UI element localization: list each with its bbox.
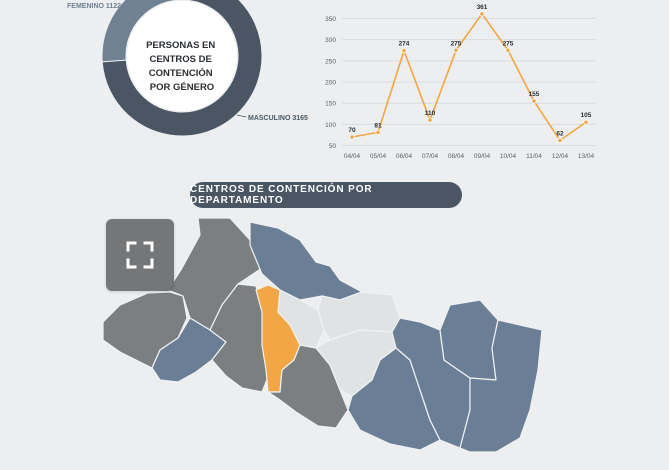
x-tick-label: 04/04	[343, 153, 361, 160]
data-label: 155	[528, 91, 540, 99]
data-point	[506, 48, 510, 52]
y-tick-label: 300	[325, 37, 336, 45]
data-labels	[348, 4, 591, 137]
x-tick-label: 06/04	[395, 153, 413, 160]
y-tick-label: 150	[325, 100, 336, 108]
data-point	[558, 138, 562, 142]
department-map	[0, 205, 669, 470]
x-tick-labels	[344, 153, 595, 160]
x-tick-label: 09/04	[473, 153, 491, 160]
data-point	[532, 99, 536, 103]
data-label: 81	[374, 122, 382, 130]
x-tick-label: 11/04	[526, 153, 542, 160]
data-label: 275	[502, 40, 514, 48]
data-point	[454, 48, 458, 52]
expand-button[interactable]	[106, 219, 174, 291]
y-tick-label: 250	[325, 58, 336, 66]
x-tick-label: 13/04	[577, 153, 595, 160]
x-tick-label: 05/04	[369, 153, 387, 160]
x-tick-label: 08/04	[447, 153, 465, 160]
expand-icon	[125, 240, 155, 270]
y-tick-label: 200	[325, 79, 336, 87]
female-label: FEMENINO 1122	[67, 3, 122, 10]
data-point	[480, 12, 484, 16]
data-point	[350, 135, 354, 139]
donut-title-line: CENTROS DE	[149, 54, 212, 65]
male-label-leader	[237, 115, 246, 117]
gender-donut-chart	[0, 0, 308, 180]
data-label: 62	[556, 130, 564, 138]
x-tick-label: 10/04	[499, 153, 517, 160]
donut-title-line: POR GÉNERO	[149, 82, 215, 93]
x-tick-label: 07/04	[421, 153, 439, 160]
donut-title-line: PERSONAS EN	[146, 40, 216, 51]
y-tick-labels	[325, 16, 336, 150]
data-label: 361	[476, 3, 488, 11]
data-label: 105	[580, 112, 592, 120]
data-point	[584, 120, 588, 124]
data-label: 274	[398, 40, 410, 48]
data-point	[376, 130, 380, 134]
data-label: 275	[450, 40, 462, 48]
x-tick-label: 12/04	[551, 153, 569, 160]
data-label: 110	[424, 110, 436, 118]
y-tick-label: 350	[325, 16, 336, 24]
map-section-title: CENTROS DE CONTENCIÓN POR DEPARTAMENTO	[190, 182, 462, 208]
y-tick-label: 100	[325, 121, 336, 129]
male-label: MASCULINO 3165	[248, 115, 308, 122]
data-label: 70	[348, 127, 356, 135]
y-tick-label: 50	[328, 142, 336, 150]
donut-title-line: CONTENCIÓN	[148, 68, 213, 79]
daily-line-chart	[300, 0, 600, 168]
data-point	[428, 118, 432, 122]
series-line	[352, 14, 586, 140]
data-point	[402, 49, 406, 53]
